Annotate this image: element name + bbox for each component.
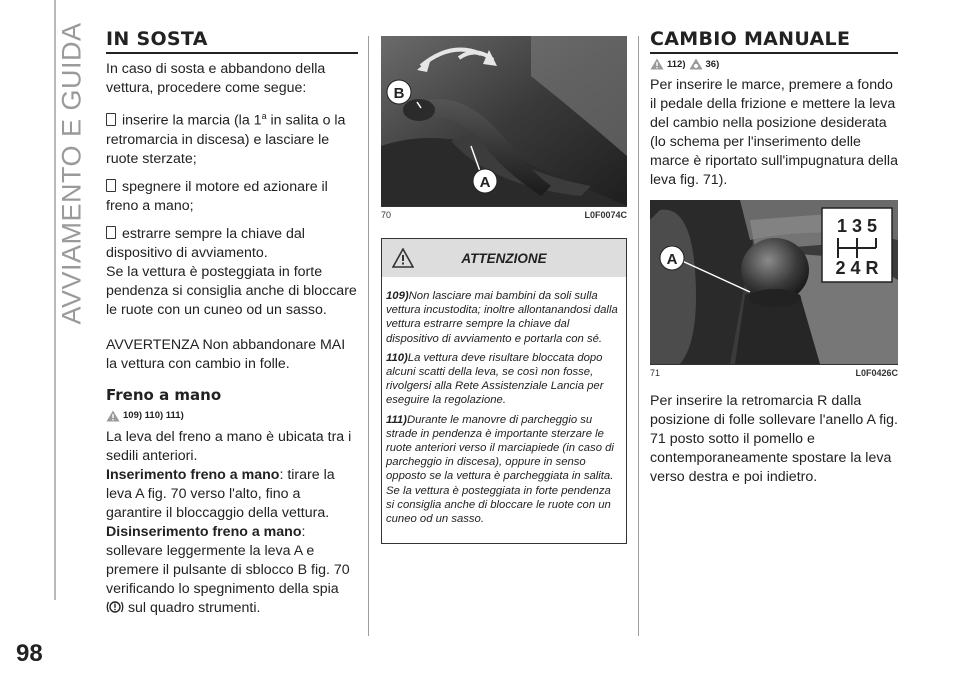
brake-warning-lamp-icon xyxy=(106,600,124,614)
warning-triangle-icon xyxy=(106,410,120,422)
figure-number: 71 xyxy=(650,368,661,378)
figure-number: 70 xyxy=(381,210,392,220)
intro-text: In caso di sosta e abbandono della vettura, procedere come segue: xyxy=(106,61,326,96)
subheading-freno-a-mano: Freno a mano xyxy=(106,385,222,404)
attention-title: ATTENZIONE xyxy=(461,250,547,266)
column-handbrake-figure xyxy=(381,28,627,544)
figure-70-handbrake xyxy=(381,36,627,207)
label-a: A xyxy=(479,174,491,191)
bullet-item-1: inserire la marcia (la 1$^a$ in salita o la retromarcia in discesa) e lasciare le ruote sterzate; xyxy=(106,111,346,167)
label-b: B xyxy=(393,85,405,102)
label-a: A xyxy=(666,251,678,268)
column-parking xyxy=(106,28,358,618)
warning-triangle-icon xyxy=(392,248,414,268)
recycle-triangle-icon xyxy=(689,58,703,70)
warning-refs: 109) 110) 111) xyxy=(106,410,358,422)
note-109: 109)Non lasciare mai bambini da soli sulla vettura incustodita; inoltre allontanandosi dalla vettura estrarre sempre la chiave dal dispositivo di avviamento e portarla con sé. xyxy=(386,290,618,345)
attention-notes xyxy=(382,277,626,543)
chapter-side-title: AVVIAMENTO E GUIDA xyxy=(56,22,87,325)
gear-pattern-bottom: 2 4 R xyxy=(835,258,879,278)
column-divider xyxy=(368,36,369,636)
bullet-square-icon xyxy=(106,179,116,192)
figure-code: L0F0426C xyxy=(855,368,898,378)
section-heading-in-sosta: IN SOSTA xyxy=(106,28,358,54)
attention-box xyxy=(381,238,627,544)
figure-caption xyxy=(650,368,898,378)
gear-lever-photo xyxy=(650,200,898,364)
handbrake-photo xyxy=(381,36,627,206)
column-divider xyxy=(638,36,639,636)
handbrake-engage: Inserimento freno a mano: tirare la leva A fig. 70 verso l'alto, fino a garantire il bloccaggio della vettura. xyxy=(106,466,335,521)
bullet-square-icon xyxy=(106,113,116,126)
gear-pattern-top: 1 3 5 xyxy=(836,216,878,236)
figure-code: L0F0074C xyxy=(584,210,627,220)
slope-advice: Se la vettura è posteggiata in forte pendenza si consiglia anche di bloccare le ruote con un cuneo od un sasso. xyxy=(106,263,357,318)
bullet-item-2: spegnere il motore ed azionare il freno a mano; xyxy=(106,178,328,214)
bullet-item-3: estrarre sempre la chiave dal dispositivo di avviamento. xyxy=(106,225,305,261)
warning-refs: 112) 36) xyxy=(650,58,898,70)
column-manual-gearbox xyxy=(650,28,898,487)
figure-71-gear-lever xyxy=(650,200,898,365)
gear-shift-instructions: Per inserire le marce, premere a fondo il pedale della frizione e mettere la leva del cambio nella posizione desiderata (lo schema per l'inserimento delle marce è riportato sull'impugnatura della leva fig. 71). xyxy=(650,77,898,188)
handbrake-location: La leva del freno a mano è ubicata tra i sedili anteriori. xyxy=(106,428,352,464)
warning-triangle-icon xyxy=(650,58,664,70)
attention-header xyxy=(382,239,626,277)
section-heading-cambio-manuale: CAMBIO MANUALE xyxy=(650,28,898,54)
bullet-square-icon xyxy=(106,226,116,239)
figure-caption xyxy=(381,210,627,220)
note-111: 111)Durante le manovre di parcheggio su strade in pendenza è importante sterzare le ruote anteriori verso il marciapiede (in caso di parcheggio in discesa), oppure in senso opposto se la vettura è parcheggiata in salita. Se la vettura è posteggiata in forte pendenza si consiglia anche di bloccare le ruote con un cuneo od un sasso. xyxy=(386,413,614,526)
page-number: 98 xyxy=(16,640,43,667)
handbrake-release: Disinserimento freno a mano: sollevare leggermente la leva A e premere il pulsante di sblocco B fig. 70 verificando lo spegnimento della spia sul quadro strumenti. xyxy=(106,523,350,616)
reverse-gear-instructions: Per inserire la retromarcia R dalla posizione di folle sollevare l'anello A fig. 71 posto sotto il pomello e contemporaneamente spostare la leva verso destra e poi indietro. xyxy=(650,393,898,485)
note-110: 110)La vettura deve risultare bloccata dopo alcuni scatti della leva, se così non fosse, rivolgersi alla Rete Assistenziale Lancia per eseguire la regolazione. xyxy=(386,351,604,407)
avvertenza-note: AVVERTENZA Non abbandonare MAI la vettura con cambio in folle. xyxy=(106,336,346,372)
